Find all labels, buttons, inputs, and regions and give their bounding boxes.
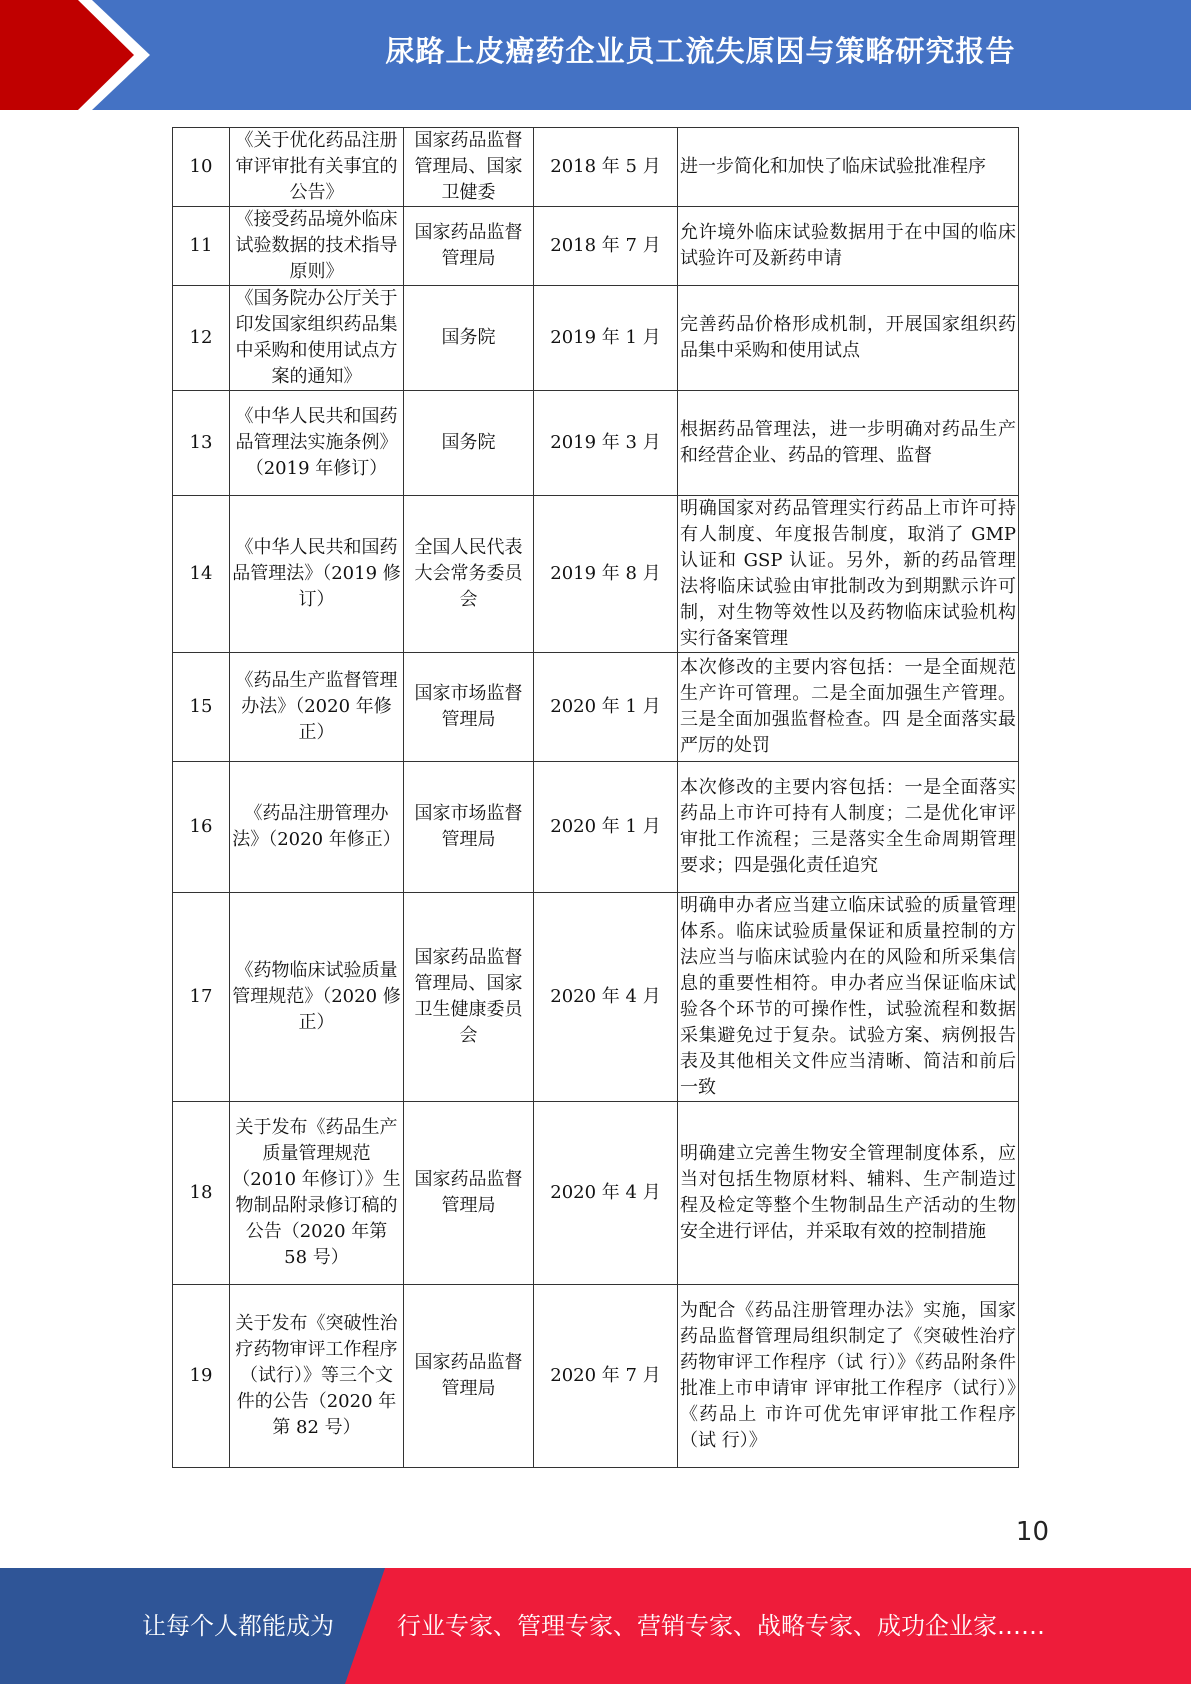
table-row xyxy=(173,653,1019,762)
issuing-agency: 国家药品监督管理局 xyxy=(404,1102,534,1285)
document-title: 关于发布《突破性治疗药物审评工作程序（试行）》等三个文件的公告（2020 年第 82 号） xyxy=(230,1285,404,1468)
document-title: 《药品生产监督管理办法》（2020 年修正） xyxy=(230,653,404,762)
issue-date: 2018 年 5 月 xyxy=(534,128,678,207)
main-content: 本次修改的主要内容包括：一是全面规范生产许可管理。二是全面加强生产管理。三是全面加强监督检查。四 是全面落实最严厉的处罚 xyxy=(678,653,1019,762)
main-content: 明确建立完善生物安全管理制度体系，应当对包括生物原材料、辅料、生产制造过程及检定等整个生物制品生产活动的生物安全进行评估，并采取有效的控制措施 xyxy=(678,1102,1019,1285)
document-title: 《中华人民共和国药品管理法》（2019 修订） xyxy=(230,496,404,653)
issuing-agency: 国家药品监督管理局、国家卫生健康委员会 xyxy=(404,893,534,1102)
table-row xyxy=(173,1102,1019,1285)
issuing-agency: 国家药品监督管理局 xyxy=(404,1285,534,1468)
main-content: 根据药品管理法，进一步明确对药品生产和经营企业、药品的管理、监督 xyxy=(678,391,1019,496)
table-row xyxy=(173,286,1019,391)
report-title: 尿路上皮癌药企业员工流失原因与策略研究报告 xyxy=(385,34,1016,68)
row-number: 14 xyxy=(173,496,230,653)
issue-date: 2019 年 1 月 xyxy=(534,286,678,391)
issuing-agency: 国务院 xyxy=(404,391,534,496)
row-number: 12 xyxy=(173,286,230,391)
row-number: 18 xyxy=(173,1102,230,1285)
main-content: 明确国家对药品管理实行药品上市许可持有人制度、年度报告制度，取消了 GMP 认证和 GSP 认证。另外，新的药品管理法将临床试验由审批制改为到期默示许可制，对生物等效性以及药物临床试验机构实行备案管理 xyxy=(678,496,1019,653)
table-row xyxy=(173,496,1019,653)
row-number: 19 xyxy=(173,1285,230,1468)
footer-slogan-right: 行业专家、管理专家、营销专家、战略专家、成功企业家…… xyxy=(397,1612,1045,1640)
issuing-agency: 全国人民代表大会常务委员会 xyxy=(404,496,534,653)
issuing-agency: 国家药品监督管理局、国家卫健委 xyxy=(404,128,534,207)
document-title: 《药品注册管理办法》（2020 年修正） xyxy=(230,762,404,893)
issue-date: 2020 年 1 月 xyxy=(534,653,678,762)
document-title: 《药物临床试验质量管理规范》（2020 修正） xyxy=(230,893,404,1102)
row-number: 13 xyxy=(173,391,230,496)
page-number: 10 xyxy=(1015,1517,1049,1547)
issuing-agency: 国家市场监督管理局 xyxy=(404,762,534,893)
row-number: 15 xyxy=(173,653,230,762)
main-content: 本次修改的主要内容包括：一是全面落实药品上市许可持有人制度；二是优化审评审批工作流程；三是落实全生命周期管理要求；四是强化责任追究 xyxy=(678,762,1019,893)
table-row xyxy=(173,128,1019,207)
table-row xyxy=(173,762,1019,893)
table-row xyxy=(173,1285,1019,1468)
document-title: 《接受药品境外临床试验数据的技术指导原则》 xyxy=(230,207,404,286)
row-number: 10 xyxy=(173,128,230,207)
issuing-agency: 国务院 xyxy=(404,286,534,391)
issue-date: 2019 年 3 月 xyxy=(534,391,678,496)
footer-slogan-left: 让每个人都能成为 xyxy=(142,1612,334,1640)
document-title: 《关于优化药品注册审评审批有关事宜的公告》 xyxy=(230,128,404,207)
issue-date: 2020 年 4 月 xyxy=(534,893,678,1102)
main-content: 明确申办者应当建立临床试验的质量管理体系。临床试验质量保证和质量控制的方法应当与临床试验内在的风险和所采集信息的重要性相符。申办者应当保证临床试验各个环节的可操作性，试验流程和数据采集避免过于复杂。试验方案、病例报告表及其他相关文件应当清晰、简洁和前后一致 xyxy=(678,893,1019,1102)
page-header xyxy=(0,0,1191,110)
table-row xyxy=(173,391,1019,496)
issuing-agency: 国家市场监督管理局 xyxy=(404,653,534,762)
issue-date: 2019 年 8 月 xyxy=(534,496,678,653)
policy-table xyxy=(172,127,1019,1468)
issue-date: 2018 年 7 月 xyxy=(534,207,678,286)
table-row xyxy=(173,207,1019,286)
main-content: 进一步简化和加快了临床试验批准程序 xyxy=(678,128,1019,207)
main-content: 允许境外临床试验数据用于在中国的临床试验许可及新药申请 xyxy=(678,207,1019,286)
main-content: 为配合《药品注册管理办法》实施，国家药品监督管理局组织制定了《突破性治疗药物审评工作程序（试 行）》《药品附条件批准上市申请审 评审批工作程序（试行）》《药品上 市许可优先审评审批工作程序（试 行）》 xyxy=(678,1285,1019,1468)
issuing-agency: 国家药品监督管理局 xyxy=(404,207,534,286)
document-title: 《国务院办公厅关于印发国家组织药品集中采购和使用试点方案的通知》 xyxy=(230,286,404,391)
document-title: 关于发布《药品生产质量管理规范（2010 年修订）》生物制品附录修订稿的公告（2020 年第 58 号） xyxy=(230,1102,404,1285)
row-number: 11 xyxy=(173,207,230,286)
issue-date: 2020 年 1 月 xyxy=(534,762,678,893)
table-row xyxy=(173,893,1019,1102)
issue-date: 2020 年 4 月 xyxy=(534,1102,678,1285)
main-content: 完善药品价格形成机制，开展国家组织药品集中采购和使用试点 xyxy=(678,286,1019,391)
page-footer xyxy=(0,1568,1191,1684)
row-number: 16 xyxy=(173,762,230,893)
document-title: 《中华人民共和国药品管理法实施条例》（2019 年修订） xyxy=(230,391,404,496)
issue-date: 2020 年 7 月 xyxy=(534,1285,678,1468)
row-number: 17 xyxy=(173,893,230,1102)
